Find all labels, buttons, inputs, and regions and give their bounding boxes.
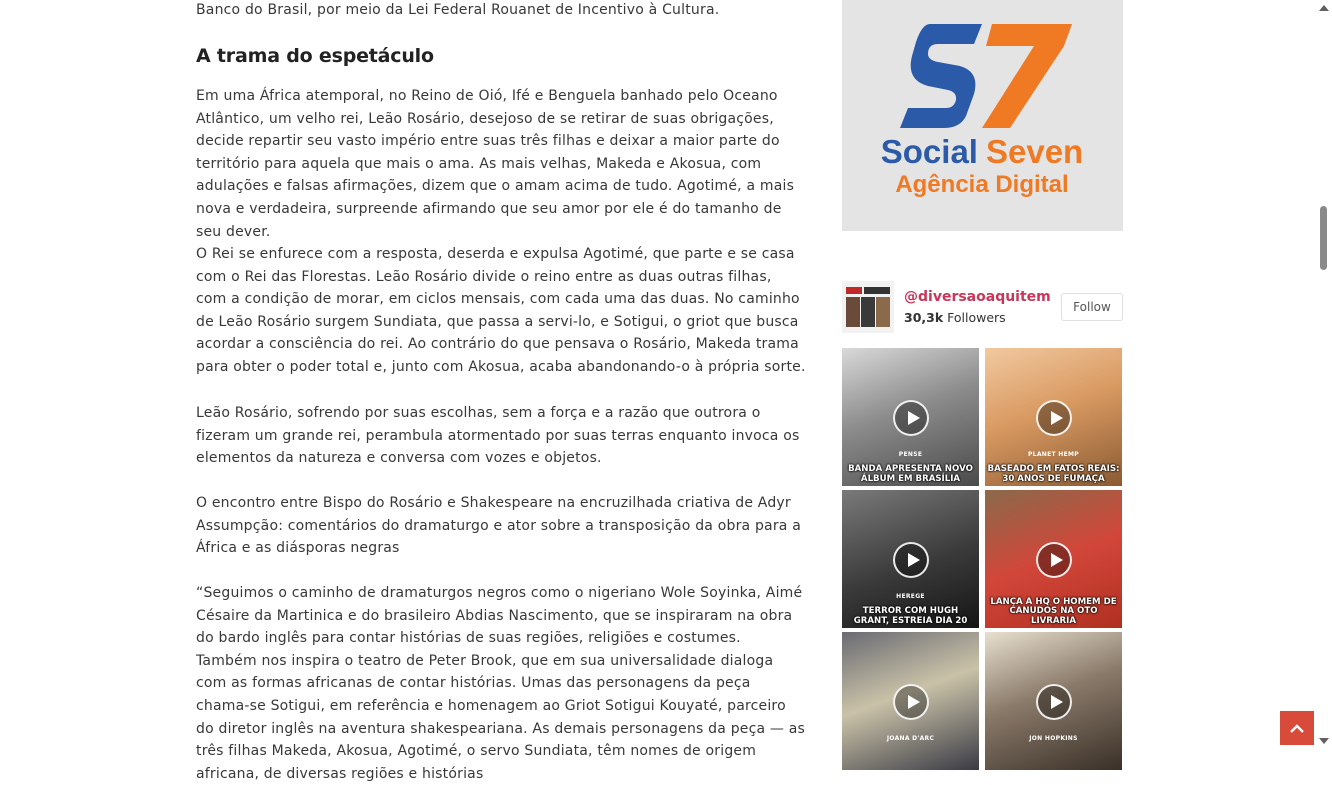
chevron-up-icon — [1289, 723, 1305, 733]
followers-number: 30,3k — [904, 310, 944, 325]
article-paragraph: Em uma África atemporal, no Reino de Oió, Ifé e Benguela banhado pelo Oceano Atlântico, um velho rei, Leão Rosário, desejoso de se retirar de suas obrigações, decide repartir seu vasto império entre suas três filhas e deixar a maior parte do território para aquela que mais o ama. As mais velhas, Makeda e Akosua, com adulações e falsas afirmações, dizem que o amam acima de tudo. Agotimé, a mais nova e verdadeira, surpreende afirmando que seu amor por ele é do tamanho de seu dever. — [196, 88, 795, 240]
post-brand: PLANET HEMP — [1028, 451, 1079, 458]
back-to-top-button[interactable] — [1280, 711, 1314, 745]
instagram-post[interactable] — [985, 490, 1122, 628]
avatar-image — [842, 281, 894, 333]
post-brand: PENSE — [898, 451, 923, 458]
play-icon — [1036, 542, 1072, 578]
article-paragraph: “Seguimos o caminho de dramaturgos negros como o nigeriano Wole Soyinka, Aimé Césaire da Martinica e do brasileiro Abdias Nascimento, que se inspiraram na obra do bardo inglês para contar histórias de suas regiões, religiões e costumes. Também nos inspira o teatro de Peter Brook, que em sua universalidade dialoga com as formas africanas de contar histórias. Umas das personagens da peça chama-se Sotigui, em referência e homenagem ao Griot Sotigui Kouyaté, parceiro do diretor inglês na aventura shakespeariana. As demais personagens da peça — as três filhas Makeda, Akosua, Agotimé, o servo Sundiata, têm nomes de origem africana, de diversas regiões e histórias — [196, 585, 806, 782]
sidebar-ad-banner[interactable] — [842, 0, 1123, 231]
ad-line2: Agência Digital — [895, 171, 1069, 198]
post-brand: JOANA D'ARC — [886, 735, 935, 742]
article-paragraph: Leão Rosário, sofrendo por suas escolhas, sem a força e a razão que outrora o fizeram um grande rei, perambula atormentado por suas terras enquanto invoca os elementos da natureza e conversa com vozes e objetos. — [196, 405, 800, 467]
post-caption: LANÇA A HQ O HOMEM DE CANUDOS NA OTO LIVRARIA — [990, 596, 1117, 626]
article-paragraph: O Rei se enfurece com a resposta, deserda e expulsa Agotimé, que parte e se casa com o Rei das Florestas. Leão Rosário divide o reino entre as duas outras filhas, com a condição de morar, em ciclos mensais, com cada uma das duas. No caminho de Leão Rosário surgem Sundiata, que passa a servi-lo, e Sotigui, o griot que busca acordar a consciência do rei. Ao contrário do que pensava o Rosário, Makeda trama para obter o poder total e, junto com Akosua, acaba abandonando-o à própria sorte. — [196, 246, 806, 375]
page-scrollbar[interactable] — [1315, 0, 1332, 749]
scroll-down-arrow-icon[interactable] — [1319, 738, 1329, 744]
play-icon — [1036, 400, 1072, 436]
post-caption: BASEADO EM FATOS REAIS: 30 ANOS DE FUMAÇA — [987, 464, 1120, 484]
post-caption: BANDA APRESENTA NOVO ÁLBUM EM BRASÍLIA — [848, 464, 973, 484]
ad-seven: Seven — [985, 133, 1084, 170]
followers-label: Followers — [947, 310, 1006, 325]
post-caption: TERROR COM HUGH GRANT, ESTREIA DIA 20 — [853, 606, 968, 626]
instagram-post[interactable] — [985, 632, 1122, 770]
instagram-post[interactable] — [985, 348, 1122, 486]
article-paragraph: O encontro entre Bispo do Rosário e Shakespeare na encruzilhada criativa de Adyr Assumpção: comentários do dramaturgo e ator sobre a transposição da obra para a África e as diásporas negras — [196, 495, 801, 557]
avatar[interactable] — [842, 281, 894, 333]
instagram-post[interactable] — [842, 348, 979, 486]
article-paragraph-intro: Banco do Brasil, por meio da Lei Federal Rouanet de Incentivo à Cultura. — [196, 2, 720, 18]
post-brand: JON HOPKINS — [1029, 735, 1078, 742]
followers-count — [904, 310, 1006, 325]
scrollbar-thumb[interactable] — [1320, 206, 1327, 270]
play-icon — [893, 684, 929, 720]
instagram-handle[interactable]: @diversaoaquitem — [904, 289, 1051, 305]
social-seven-logo — [842, 0, 1123, 231]
post-brand: HEREGE — [896, 593, 925, 600]
play-icon — [893, 542, 929, 578]
instagram-widget-header — [842, 281, 1123, 333]
play-icon — [1036, 684, 1072, 720]
ad-social: Social — [880, 133, 978, 170]
instagram-post[interactable] — [842, 632, 979, 770]
scroll-up-arrow-icon[interactable] — [1319, 5, 1329, 11]
play-icon — [893, 400, 929, 436]
section-heading: A trama do espetáculo — [196, 45, 434, 67]
instagram-post[interactable] — [842, 490, 979, 628]
follow-button[interactable]: Follow — [1061, 293, 1123, 321]
